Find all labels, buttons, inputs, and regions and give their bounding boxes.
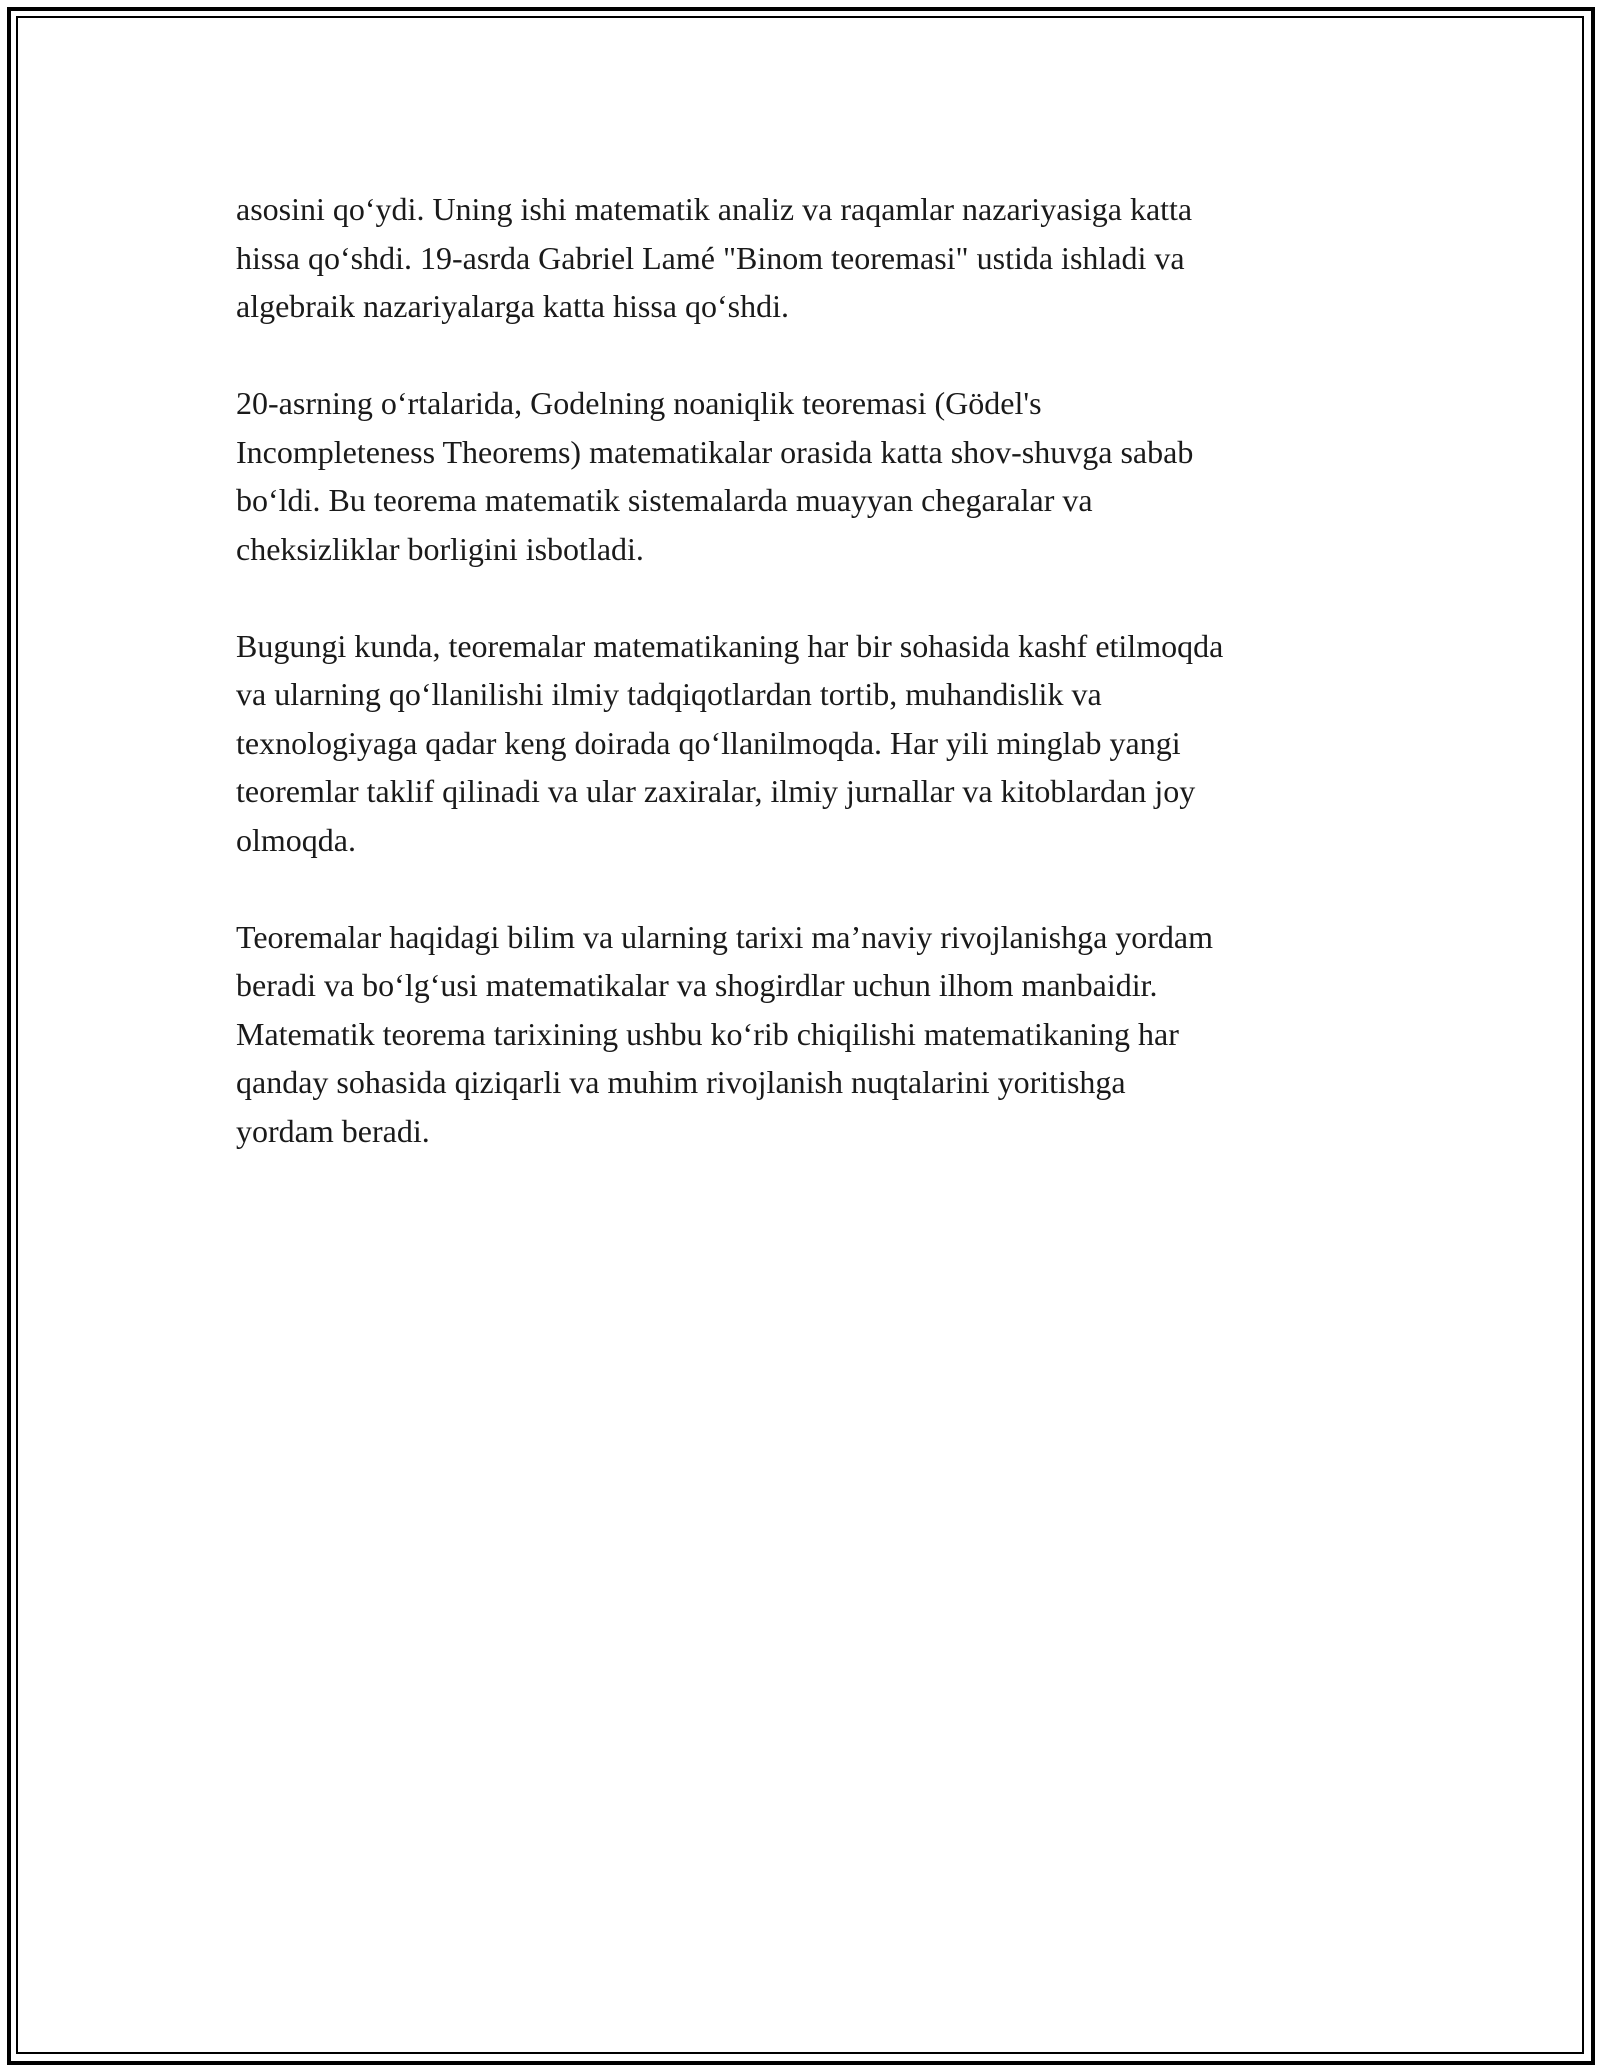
paragraph	[236, 913, 1376, 1156]
paragraph	[236, 185, 1376, 331]
text-line: beradi va bo‘lg‘usi matematikalar va shogirdlar uchun ilhom manbaidir.	[236, 967, 1158, 1003]
text-line: Teoremalar haqidagi bilim va ularning tarixi ma’naviy rivojlanishga yordam	[236, 918, 1214, 955]
text-line: algebraik nazariyalarga katta hissa qo‘shdi.	[236, 288, 789, 324]
paragraph	[236, 622, 1376, 865]
text-line: texnologiyaga qadar keng doirada qo‘llanilmoqda. Har yili minglab yangi	[236, 724, 1181, 761]
text-line: cheksizliklar borligini isbotladi.	[236, 530, 644, 567]
text-line: Matematik teorema tarixining ushbu ko‘rib chiqilishi matematikaning har	[236, 1015, 1179, 1052]
text-line: Incompleteness Theorems) matematikalar orasida katta shov-shuvga sabab	[236, 433, 1194, 470]
text-line: qanday sohasida qiziqarli va muhim rivojlanish nuqtalarini yoritishga	[236, 1064, 1126, 1100]
text-line: bo‘ldi. Bu teorema matematik sistemalarda muayyan chegaralar va	[236, 482, 1093, 518]
text-line: yordam beradi.	[236, 1112, 430, 1149]
document-body	[236, 185, 1376, 1204]
text-line: asosini qo‘ydi. Uning ishi matematik analiz va raqamlar nazariyasiga katta	[236, 191, 1193, 227]
paragraph	[236, 379, 1376, 573]
text-line: Bugungi kunda, teoremalar matematikaning har bir sohasida kashf etilmoqda	[236, 627, 1224, 664]
text-line: olmoqda.	[236, 821, 356, 858]
text-line: 20-asrning o‘rtalarida, Godelning noaniqlik teoremasi (Gödel's	[236, 385, 1042, 421]
text-line: hissa qo‘shdi. 19-asrda Gabriel Lamé "Binom teoremasi" ustida ishladi va	[236, 239, 1185, 276]
text-line: va ularning qo‘llanilishi ilmiy tadqiqotlardan tortib, muhandislik va	[236, 676, 1102, 712]
text-line: teoremlar taklif qilinadi va ular zaxiralar, ilmiy jurnallar va kitoblardan joy	[236, 773, 1196, 809]
